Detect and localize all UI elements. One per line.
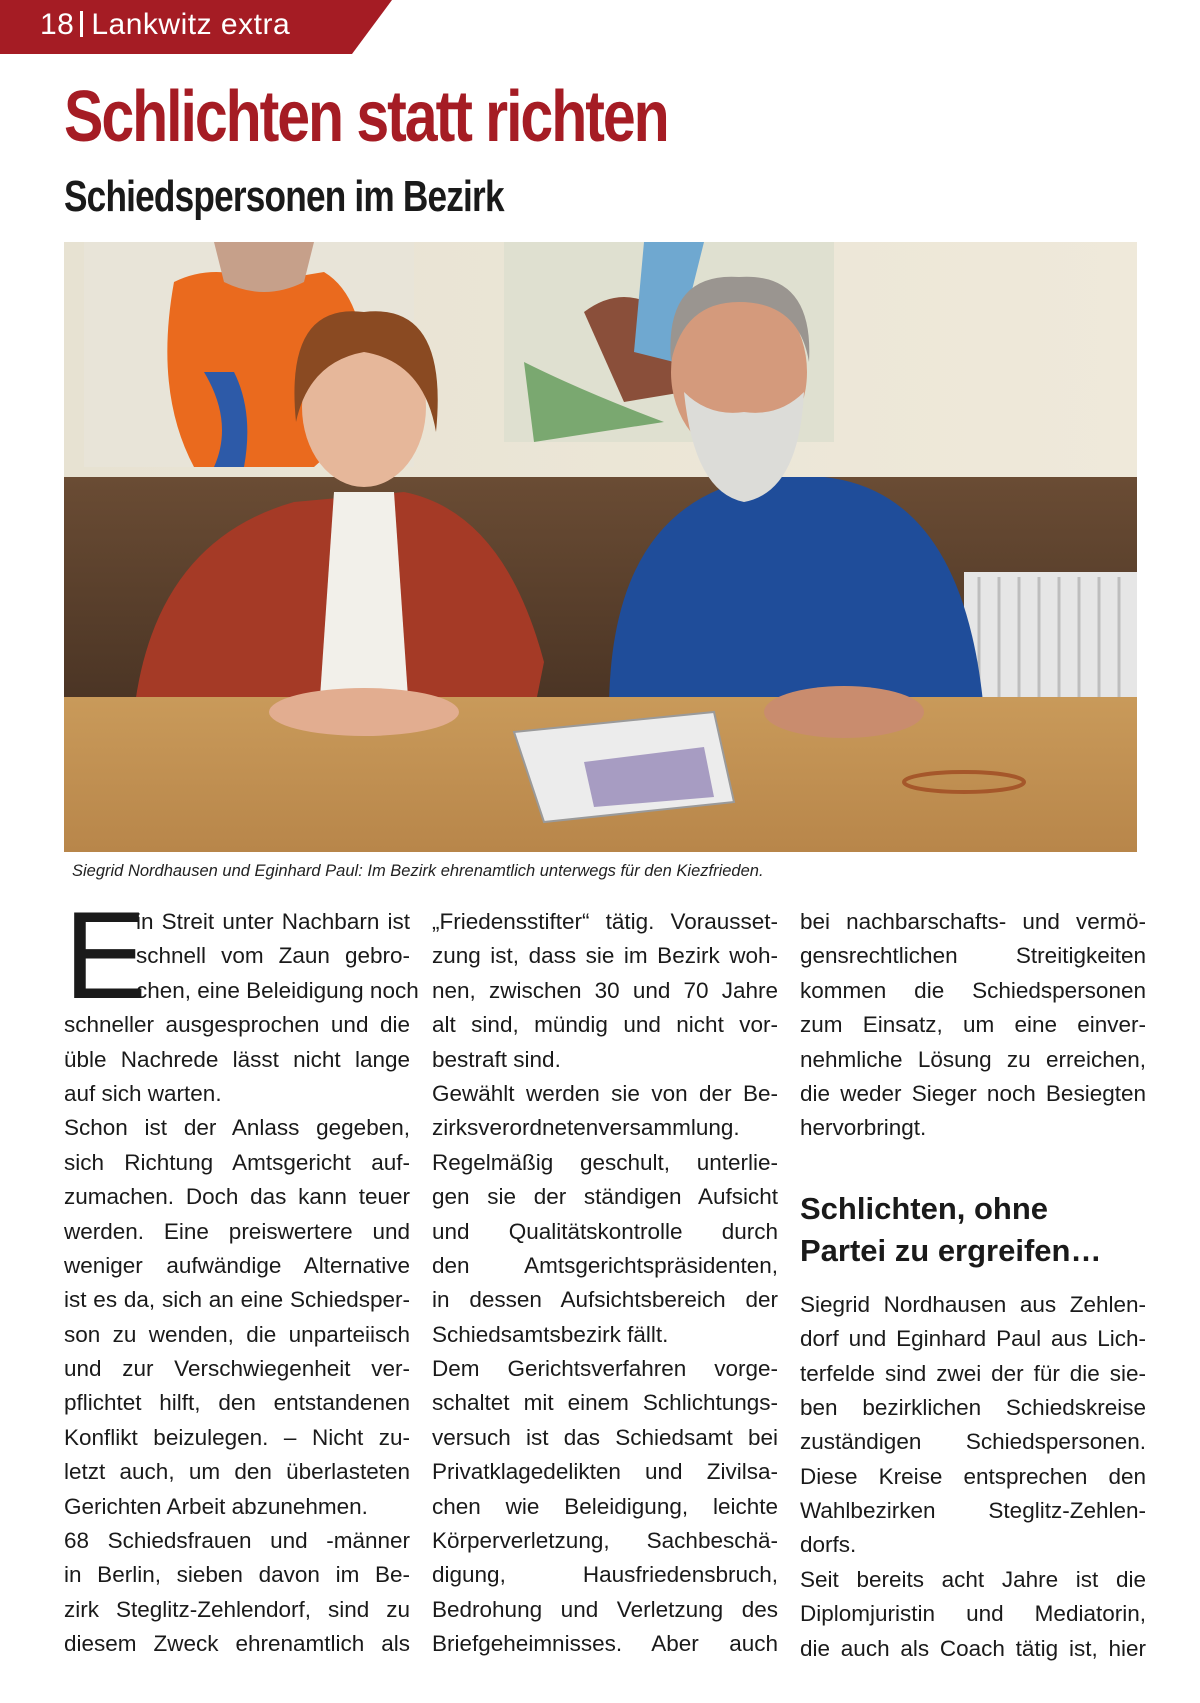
text-line: Gewählt werden sie von der Be-: [432, 1080, 778, 1106]
text-line: nehmliche Lösung zu erreichen,: [800, 1046, 1146, 1072]
text-line: schneller ausgesprochen und die: [64, 1012, 410, 1038]
text-line: Dem Gerichtsverfahren vorge-: [432, 1356, 778, 1382]
text-line: nen, zwischen 30 und 70 Jahre: [432, 977, 778, 1003]
text-line: chen wie Beleidigung, leichte: [432, 1493, 778, 1519]
text-line: in Streit unter Nachbarn ist: [136, 909, 410, 934]
text-line: in Berlin, sieben davon im Be-: [64, 1562, 410, 1588]
text-line: in dessen Aufsichtsbereich der: [432, 1287, 778, 1313]
text-line: werden. Eine preiswertere und: [64, 1218, 410, 1244]
text-line: terfelde sind zwei der für die sie-: [800, 1360, 1146, 1386]
text-line: diesem Zweck ehrenamtlich als: [64, 1631, 410, 1657]
text-line: dorfs.: [800, 1532, 857, 1558]
headline: Schlichten statt richten: [64, 77, 668, 157]
text-line: dorf und Eginhard Paul aus Lich-: [800, 1326, 1146, 1352]
text-line: üble Nachrede lässt nicht lange: [64, 1046, 410, 1072]
text-line: zung ist, dass sie im Bezirk woh-: [432, 943, 778, 969]
text-line: hervorbringt.: [800, 1115, 927, 1141]
page-tag-text: [40, 8, 290, 42]
text-line: schaltet mit einem Schlichtungs-: [432, 1390, 778, 1416]
text-line: den Amtsgerichtspräsidenten,: [432, 1252, 778, 1278]
text-line: pflichtet hilft, den entstandenen: [64, 1390, 410, 1416]
article-column-3: [800, 905, 1146, 1666]
page-tag-separator: [80, 11, 83, 37]
subheadline: Schiedspersonen im Bezirk: [64, 172, 504, 221]
text-line: zum Einsatz, um eine einver-: [800, 1012, 1146, 1038]
text-line: „Friedensstifter“ tätig. Vorausset-: [432, 909, 778, 934]
text-line: bestraft sind.: [432, 1046, 561, 1072]
text-line: sich Richtung Amtsgericht auf-: [64, 1149, 410, 1175]
text-line: und Qualitätskontrolle durch: [432, 1218, 778, 1244]
section-subhead: [800, 1188, 1146, 1272]
photo-illustration: [64, 242, 1137, 852]
text-line: schnell vom Zaun gebro-: [136, 943, 410, 969]
text-line: letzt auch, um den überlasteten: [64, 1459, 410, 1485]
article-column-2: [432, 905, 778, 1662]
photo-caption: Siegrid Nordhausen und Eginhard Paul: Im Bezirk ehrenamtlich unterwegs für den Kiezfrieden.: [72, 862, 764, 880]
text-line: auf sich warten.: [64, 1080, 222, 1106]
text-line: ist es da, sich an eine Schiedsper-: [64, 1287, 410, 1313]
text-line: Regelmäßig geschult, unterlie-: [432, 1149, 778, 1175]
text-line: weniger aufwändige Alternative: [64, 1252, 410, 1278]
dropcap: E: [64, 887, 147, 1025]
text-line: Bedrohung und Verletzung des: [432, 1596, 778, 1622]
text-line: Schiedsamtsbezirk fällt.: [432, 1321, 669, 1347]
text-line: zirk Steglitz-Zehlendorf, sind zu: [64, 1596, 410, 1622]
text-line: Wahlbezirken Steglitz-Zehlen-: [800, 1498, 1146, 1524]
page-tag: [0, 0, 420, 54]
text-line: versuch ist das Schiedsamt bei: [432, 1424, 778, 1450]
text-line: Gerichten Arbeit abzunehmen.: [64, 1493, 368, 1519]
subhead-line: Schlichten, ohne: [800, 1190, 1049, 1226]
page-number: 18: [40, 8, 75, 41]
text-line: Körperverletzung, Sachbeschä-: [432, 1528, 778, 1554]
text-line: zirksverordnetenversammlung.: [432, 1115, 740, 1141]
text-line: gen sie der ständigen Aufsicht: [432, 1184, 778, 1210]
text-line: Schon ist der Anlass gegeben,: [64, 1115, 410, 1141]
text-line: die auch als Coach tätig ist, hier: [800, 1635, 1146, 1661]
text-line: chen, eine Beleidigung noch: [136, 977, 419, 1003]
text-line: 68 Schiedsfrauen und -männer: [64, 1528, 410, 1554]
text-line: ben bezirklichen Schiedskreise: [800, 1394, 1146, 1420]
text-line: son zu wenden, die unparteiisch: [64, 1321, 410, 1347]
text-line: Briefgeheimnisses. Aber auch: [432, 1631, 778, 1657]
text-line: kommen die Schiedspersonen: [800, 977, 1146, 1003]
text-line: Diese Kreise entsprechen den: [800, 1463, 1146, 1489]
text-line: Konflikt beizulegen. – Nicht zu-: [64, 1424, 410, 1450]
text-line: Privatklagedelikten und Zivilsa-: [432, 1459, 778, 1485]
subhead-line: Partei zu ergreifen…: [800, 1232, 1102, 1268]
article-column-1: [64, 887, 419, 1662]
text-line: Diplomjuristin und Mediatorin,: [800, 1601, 1146, 1627]
text-line: bei nachbarschafts- und vermö-: [800, 909, 1146, 934]
text-line: alt sind, mündig und nicht vor-: [432, 1012, 778, 1038]
text-line: digung, Hausfriedensbruch,: [432, 1562, 778, 1588]
section-name: Lankwitz extra: [91, 8, 291, 41]
text-line: und zur Verschwiegenheit ver-: [64, 1356, 410, 1382]
text-line: Siegrid Nordhausen aus Zehlen-: [800, 1291, 1146, 1317]
article-photo: [64, 242, 1137, 852]
text-line: zumachen. Doch das kann teuer: [64, 1184, 410, 1210]
text-line: die weder Sieger noch Besiegten: [800, 1080, 1146, 1106]
text-line: gensrechtlichen Streitigkeiten: [800, 943, 1146, 969]
text-line: zuständigen Schiedspersonen.: [800, 1429, 1146, 1455]
text-line: Seit bereits acht Jahre ist die: [800, 1566, 1146, 1592]
